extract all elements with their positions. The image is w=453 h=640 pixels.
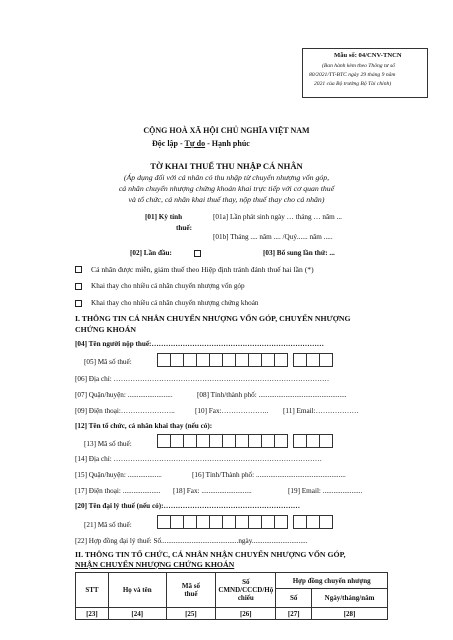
transferee-table — [75, 572, 388, 620]
motto-happiness: Hạnh phúc — [211, 139, 250, 148]
tax-agent-name-field[interactable]: [20] Tên đại lý thuế (nếu có):………………………………………………… — [75, 502, 301, 510]
header-tax-code-line: thuế — [184, 590, 198, 598]
agent-email-field[interactable]: [19] Email: ...................... — [288, 487, 363, 495]
taxpayer-name-field[interactable]: [04] Tên người nộp thuế:……………………………………………………………… — [75, 340, 324, 348]
fax-field[interactable]: [10] Fax:……………….. — [195, 407, 269, 415]
column-code: [23] — [76, 608, 109, 620]
province-field[interactable]: [08] Tỉnh/thành phố: ................................................. — [197, 391, 347, 399]
tax-agent-tax-code-label: [21] Mã số thuế: — [84, 521, 132, 529]
header-id-line: Số — [242, 578, 250, 586]
section-2-title: II. THÔNG TIN TỔ CHỨC, CÁ NHÂN NHẬN CHUYỂN NHƯỢNG VỐN GÓP, — [75, 550, 346, 559]
header-id-line: CMND/CCCD/Hộ — [218, 586, 274, 594]
first-time-checkbox[interactable] — [194, 250, 201, 257]
tax-agent-tax-code-boxes[interactable] — [158, 515, 333, 529]
first-time-label: [02] Lần đầu: — [130, 249, 172, 257]
option-label: Khai thay cho nhiều cá nhân chuyển nhượng chứng khoán — [91, 299, 259, 307]
national-motto — [152, 139, 250, 148]
header-contract: Hợp đồng chuyển nhượng — [276, 573, 388, 589]
agent-org-label: [12] Tên tổ chức, cá nhân khai thay (nếu có): — [75, 422, 213, 430]
header-id-number — [216, 573, 276, 608]
phone-field[interactable]: [09] Điện thoại:………………….. — [75, 407, 175, 415]
section-1-title: I. THÔNG TIN CÁ NHÂN CHUYỂN NHƯỢNG VỐN GÓP, CHUYỂN NHƯỢNG — [75, 314, 351, 323]
column-code: [24] — [108, 608, 166, 620]
form-code-title: Mẫu số: 04/CNV-TNCN — [334, 52, 402, 59]
option-checkbox[interactable] — [75, 283, 82, 290]
option-label: Khai thay cho nhiều cá nhân chuyển nhượng vốn góp — [91, 282, 245, 290]
agent-tax-code-boxes[interactable] — [158, 434, 333, 448]
header-contract-number: Số — [276, 589, 312, 608]
header-tax-code-line: Mã số — [181, 582, 200, 590]
address-field[interactable]: [06] Địa chỉ: ……………………………………………………………………………… — [75, 375, 330, 383]
period-option-a: [01a] Lần phát sinh ngày … tháng … năm ... — [213, 213, 342, 221]
agent-tax-code-label: [13] Mã số thuế: — [84, 440, 132, 448]
header-tax-code — [166, 573, 216, 608]
column-code: [26] — [216, 608, 276, 620]
column-code: [28] — [312, 608, 388, 620]
motto-separator: - — [207, 139, 210, 148]
period-option-b: [01b] Tháng .... năm .... /Quý...... năm ..... — [213, 233, 333, 241]
option-checkbox[interactable] — [75, 300, 82, 307]
agent-contract-field[interactable]: [22] Hợp đồng đại lý thuế: Số...........................................ngày............................... — [75, 537, 308, 545]
email-field[interactable]: [11] Email:……………… — [283, 407, 359, 415]
agent-address-field[interactable]: [14] Địa chỉ: …………………………………………………………………………… — [75, 455, 322, 463]
header-id-line: chiếu — [237, 594, 254, 602]
motto-freedom: Tự do — [184, 139, 206, 148]
period-label: [01] Kỳ tính — [145, 213, 183, 221]
form-code-box — [302, 48, 428, 98]
district-field[interactable]: [07] Quận/huyện: ......................... — [75, 391, 173, 399]
option-checkbox[interactable] — [75, 266, 82, 273]
header-name: Họ và tên — [108, 573, 166, 608]
motto-independence: Độc lập — [152, 139, 178, 148]
form-subtitle: (Áp dụng đối với cá nhân có thu nhập từ chuyển nhượng vốn góp, — [123, 173, 330, 182]
option-label: Cá nhân được miễn, giảm thuế theo Hiệp định tránh đánh thuế hai lần (*) — [91, 265, 314, 274]
form-subtitle: cá nhân chuyển nhượng chứng khoán khai trực tiếp với cơ quan thuế — [118, 184, 335, 193]
country-name: CỘNG HOÀ XÃ HỘI CHỦ NGHĨA VIỆT NAM — [143, 126, 310, 135]
section-1-title: CHỨNG KHOÁN — [75, 325, 137, 334]
motto-separator: - — [180, 139, 183, 148]
agent-province-field[interactable]: [16] Tỉnh/Thành phố: .................................................. — [192, 471, 346, 479]
form-subtitle: và tổ chức, cá nhân khai thuế thay, nộp thuế thay cho cá nhân) — [128, 195, 325, 204]
taxpayer-tax-code-label: [05] Mã số thuế: — [84, 358, 132, 366]
agent-district-field[interactable]: [15] Quận/huyện: ................... — [75, 471, 162, 479]
column-code: [25] — [166, 608, 216, 620]
form-title: TỜ KHAI THUẾ THU NHẬP CÁ NHÂN — [150, 161, 303, 171]
form-code-note: 80/2021/TT-BTC ngày 29 tháng 9 năm — [309, 72, 396, 78]
header-stt: STT — [76, 573, 109, 608]
agent-phone-field[interactable]: [17] Điện thoại: ..................... — [75, 487, 161, 495]
column-code: [27] — [276, 608, 312, 620]
form-code-note: 2021 của Bộ trưởng Bộ Tài chính) — [314, 81, 392, 87]
agent-fax-field[interactable]: [18] Fax: ............................ — [173, 487, 252, 495]
period-label: thuế: — [176, 224, 192, 232]
section-2-title: NHẬN CHUYỂN NHƯỢNG CHỨNG KHOÁN — [75, 560, 235, 569]
form-code-note: (Ban hành kèm theo Thông tư số — [322, 63, 395, 69]
supplement-label: [03] Bổ sung lần thứ: ... — [263, 249, 335, 257]
header-contract-date: Ngày/tháng/năm — [312, 589, 388, 608]
taxpayer-tax-code-boxes[interactable] — [158, 353, 333, 367]
